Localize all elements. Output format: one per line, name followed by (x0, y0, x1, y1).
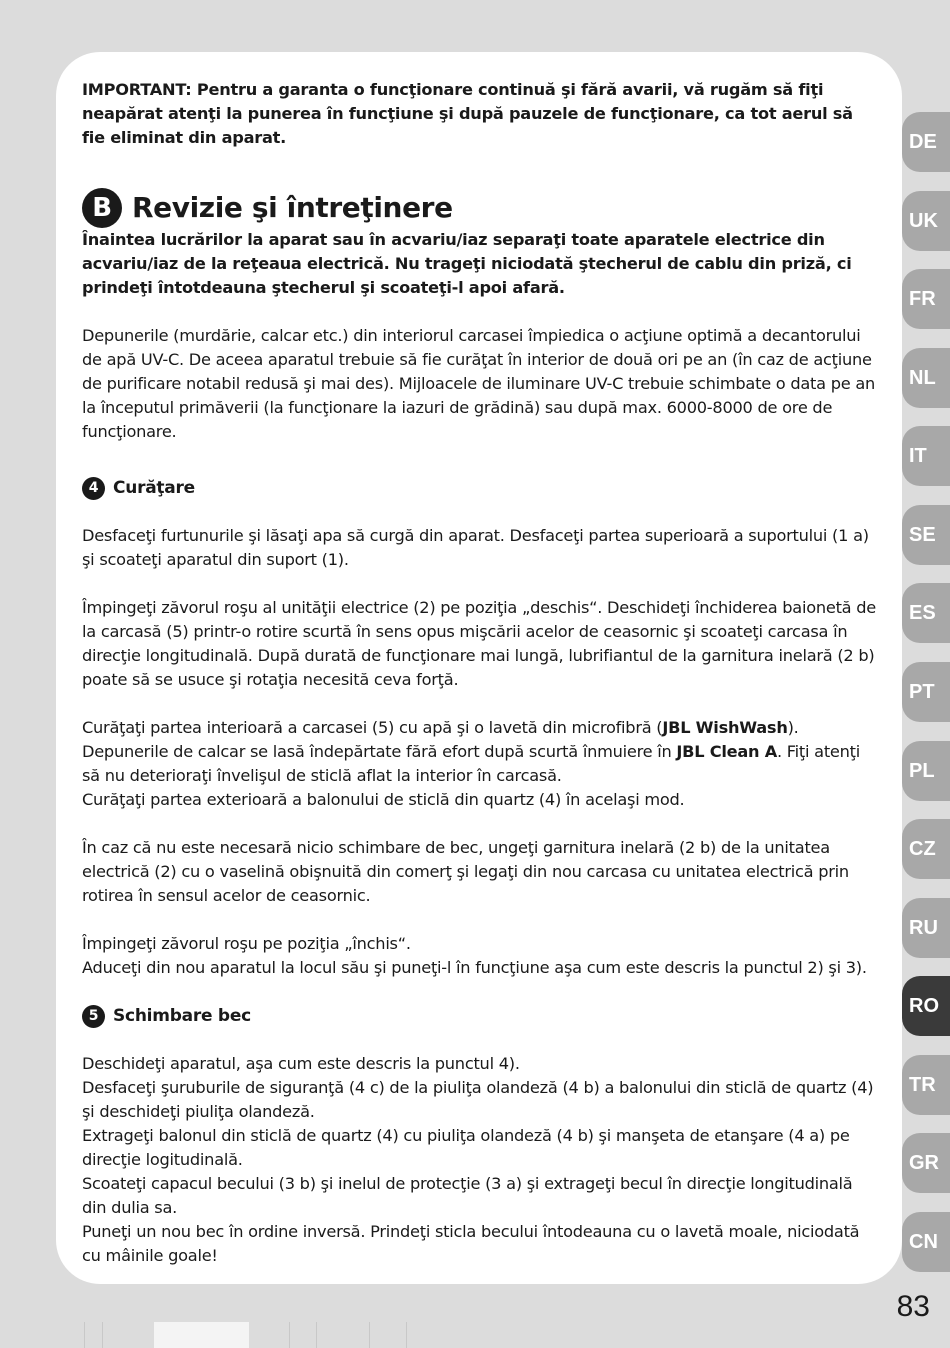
print-mark (84, 1322, 85, 1348)
lang-tab-cn[interactable]: CN (902, 1212, 950, 1272)
lang-tab-pt[interactable]: PT (902, 662, 950, 722)
bulb-line-4: Scoateţi capacul becului (3 b) şi inelul de protecţie (3 a) şi extrageţi becul în direcţie longitudinală din dulia sa. (82, 1174, 853, 1217)
print-mark (316, 1322, 317, 1348)
safety-warning: Înaintea lucrărilor la aparat sau în acvariu/iaz separaţi toate aparatele electrice din acvariu/iaz de la reţeaua electrică. Nu trageţi niciodată ştecherul de cablu din priză, ci prindeţi întotdeauna ştecherul şi scoateţi-l apoi afară. (82, 230, 852, 297)
cleaning-paragraph-2: Împingeţi zăvorul roşu al unităţii electrice (2) pe poziţia „deschis“. Deschideţi închiderea baionetă de la carcasă (5) printr-o rotire scurtă în sens opus mişcării acelor de ceasornic şi scoateţi carcasa în direcţie longitudinală. După durată de funcţionare mai lungă, lubrifiantul de la garnitura inelară (2 b) poate să se usuce şi rotaţia necesită ceva forţă. (82, 598, 876, 689)
print-mark (406, 1322, 407, 1348)
section-b-badge: B (82, 188, 122, 228)
subheading-title: Curăţare (113, 478, 195, 498)
lang-tab-uk[interactable]: UK (902, 191, 950, 251)
document-body (82, 78, 877, 1268)
lang-tab-ro[interactable]: RO (902, 976, 950, 1036)
lang-tab-gr[interactable]: GR (902, 1133, 950, 1193)
print-mark (289, 1322, 290, 1348)
page-number: 83 (896, 1290, 930, 1323)
subheading-cleaning (82, 476, 877, 500)
product-name-clean-a: JBL Clean A (676, 742, 777, 761)
step-5-badge: 5 (82, 1005, 105, 1028)
cleaning-paragraph-1: Desfaceţi furtunurile şi lăsaţi apa să curgă din aparat. Desfaceţi partea superioară a suportului (1 a) şi scoateţi aparatul din suport (1). (82, 526, 869, 569)
lang-tab-de[interactable]: DE (902, 112, 950, 172)
maintenance-paragraph: Depunerile (murdărie, calcar etc.) din interiorul carcasei împiedica o acţiune optimă a decantorului de apă UV-C. De aceea aparatul trebuie să fie curăţat în interior de două ori pe an (în caz de acţiune de purificare notabil redusă şi mai des). Mijloacele de iluminare UV-C trebuie schimbate o data pe an la începutul primăverii (la funcţionare la iazuri de grădină) sau după max. 6000-8000 de ore de funcţionare. (82, 326, 876, 441)
bulb-line-3: Extrageţi balonul din sticlă de quartz (4) cu piuliţa olandeză (4 b) şi manşeta de etanşare (4 a) pe direcţie logitudinală. (82, 1126, 850, 1169)
text-run: . Fiţi atenţi să nu deterioraţi învelişul de sticlă aflat la interior în carcasă. (82, 742, 860, 785)
print-marks (84, 1322, 464, 1348)
section-heading-maintenance (82, 188, 877, 228)
product-name-wishwash: JBL WishWash (662, 718, 788, 737)
section-title: Revizie şi întreţinere (132, 191, 453, 224)
text-run: ). Depunerile de calcar se lasă îndepărtate fără efort după scurtă înmuiere în (82, 718, 799, 761)
print-block (154, 1322, 249, 1348)
bulb-line-2: Desfaceţi şuruburile de siguranţă (4 c) de la piuliţa olandeză (4 b) a balonului din sticlă de quartz (4) şi deschideţi piuliţa olandeză. (82, 1078, 874, 1121)
cleaning-paragraph-5a: Împingeţi zăvorul roşu pe poziţia „închis“. (82, 934, 411, 953)
cleaning-paragraph-5b: Aduceţi din nou aparatul la locul său şi puneţi-l în funcţiune aşa cum este descris la punctul 2) şi 3). (82, 958, 867, 977)
lang-tab-pl[interactable]: PL (902, 741, 950, 801)
lang-tab-cz[interactable]: CZ (902, 819, 950, 879)
lang-tab-es[interactable]: ES (902, 583, 950, 643)
lang-tab-se[interactable]: SE (902, 505, 950, 565)
text-run: Curăţaţi partea interioară a carcasei (5) cu apă şi o lavetă din microfibră ( (82, 718, 663, 737)
bulb-line-5: Puneţi un nou bec în ordine inversă. Prindeţi sticla becului întodeauna cu o lavetă moale, niciodată cu mâinile goale! (82, 1222, 860, 1265)
print-mark (369, 1322, 370, 1348)
lang-tab-nl[interactable]: NL (902, 348, 950, 408)
subheading-title: Schimbare bec (113, 1006, 251, 1026)
lang-tab-tr[interactable]: TR (902, 1055, 950, 1115)
lang-tab-it[interactable]: IT (902, 426, 950, 486)
subheading-bulb-change (82, 1004, 877, 1028)
important-notice: IMPORTANT: Pentru a garanta o funcţionare continuă şi fără avarii, vă rugăm să fiţi neapărat atenţi la punerea în funcţiune şi după pauzele de funcţionare, ca tot aerul să fie eliminat din aparat. (82, 80, 853, 147)
print-mark (102, 1322, 103, 1348)
lang-tab-ru[interactable]: RU (902, 898, 950, 958)
cleaning-paragraph-3 (82, 716, 877, 788)
cleaning-paragraph-3-line: Curăţaţi partea exterioară a balonului de sticlă din quartz (4) în acelaşi mod. (82, 790, 685, 809)
step-4-badge: 4 (82, 477, 105, 500)
cleaning-paragraph-4: În caz că nu este necesară nicio schimbare de bec, ungeţi garnitura inelară (2 b) de la unitatea electrică (2) cu o vaselină obişnuită din comerţ şi legaţi din nou carcasa cu unitatea electrică prin rotirea în sensul acelor de ceasornic. (82, 838, 849, 905)
lang-tab-fr[interactable]: FR (902, 269, 950, 329)
bulb-line-1: Deschideţi aparatul, aşa cum este descris la punctul 4). (82, 1054, 520, 1073)
